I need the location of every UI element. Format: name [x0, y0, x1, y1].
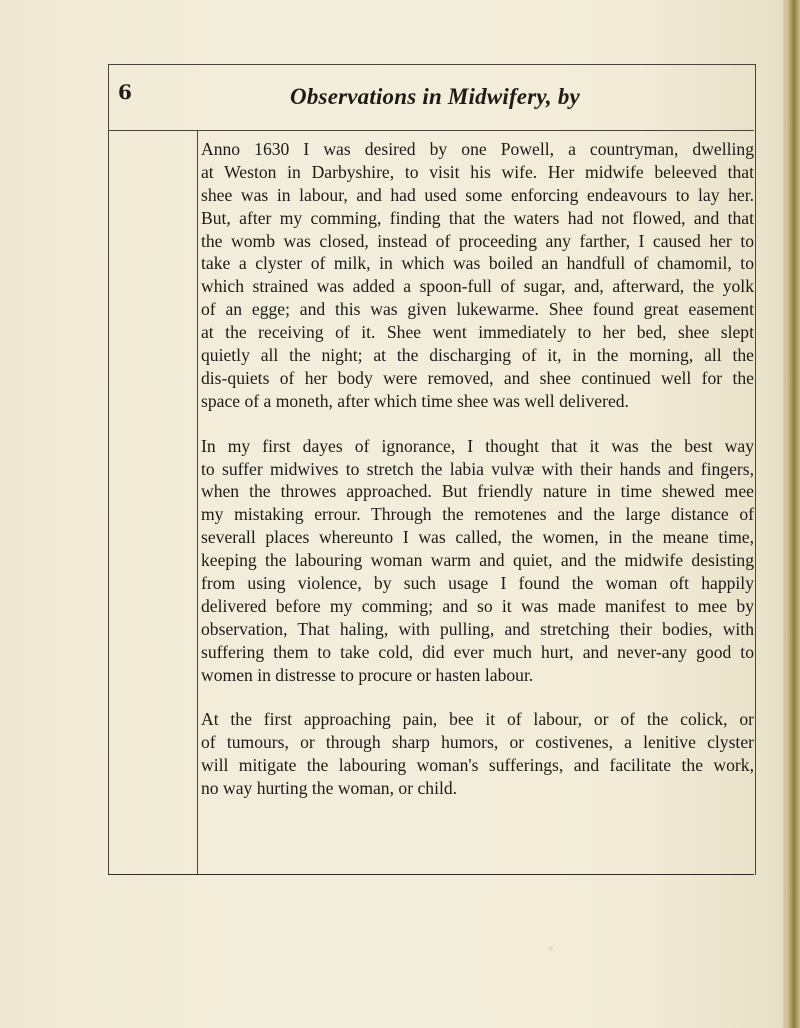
text-line: from using violence, by such usage I found the woman oft happily [201, 573, 754, 594]
text-line: keeping the labouring woman warm and quiet, and the midwife desisting [201, 550, 754, 571]
margin-column-divider [197, 130, 198, 874]
header-rule [108, 130, 754, 131]
text-line: dis-quiets of her body were removed, and shee continued well for the [201, 367, 754, 388]
text-line: At the first approaching pain, bee it of labour, or of the colick, or [201, 709, 754, 730]
text-line: delivered before my comming; and so it was made manifest to mee by [201, 595, 754, 616]
paragraph [201, 708, 754, 800]
text-line: suffering them to take cold, did ever much hurt, and never-any good to [201, 641, 754, 662]
text-line: severall places whereunto I was called, the women, in the meane time, [201, 527, 754, 548]
text-line: when the throwes approached. But friendly nature in time shewed mee [201, 481, 754, 502]
text-line: at the receiving of it. Shee went immediately to her bed, shee slept [201, 322, 754, 343]
text-line: the womb was closed, instead of proceeding any farther, I caused her to [201, 230, 754, 251]
running-title: Observations in Midwifery, by [290, 84, 580, 109]
text-line: at Weston in Darbyshire, to visit his wife. Her midwife beleeved that [201, 161, 754, 182]
body-text [201, 138, 754, 800]
text-line: Anno 1630 I was desired by one Powell, a countryman, dwelling [201, 139, 754, 159]
paragraph [201, 138, 754, 413]
paper-spot [548, 946, 553, 951]
paper-spot [612, 180, 615, 183]
text-line: observation, That haling, with pulling, and stretching their bodies, with [201, 618, 754, 639]
text-line: shee was in labour, and had used some enforcing endeavours to lay her. [201, 184, 754, 205]
paragraph-gap [201, 686, 754, 708]
text-line: to suffer midwives to stretch the labia vulvæ with their hands and fingers, [201, 458, 754, 479]
text-line: no way hurting the woman, or child. [201, 778, 458, 799]
page-edge [786, 0, 800, 1028]
text-line: of tumours, or through sharp humors, or costivenes, a lenitive clyster [201, 732, 754, 753]
text-line: take a clyster of milk, in which was boiled an handfull of chamomil, to [201, 253, 754, 274]
text-line: will mitigate the labouring woman's sufferings, and facilitate the work, [201, 755, 754, 776]
text-line: quietly all the night; at the discharging of it, in the morning, all the [201, 345, 754, 366]
text-line: which strained was added a spoon-full of sugar, and, afterward, the yolk [201, 276, 754, 297]
paragraph-gap [201, 413, 754, 435]
text-line: my mistaking errour. Through the remotenes and the large distance of [201, 504, 754, 525]
page-number: 6 [118, 80, 132, 104]
footer-rule [108, 874, 754, 875]
text-line: In my first dayes of ignorance, I thought that it was the best way [201, 435, 754, 456]
text-line: of an egge; and this was given lukewarme. Shee found great easement [201, 299, 754, 320]
paragraph [201, 435, 754, 687]
text-line: space of a moneth, after which time shee was well delivered. [201, 390, 629, 411]
text-line: But, after my comming, finding that the waters had not flowed, and that [201, 207, 754, 228]
text-line: women in distresse to procure or hasten labour. [201, 664, 534, 685]
